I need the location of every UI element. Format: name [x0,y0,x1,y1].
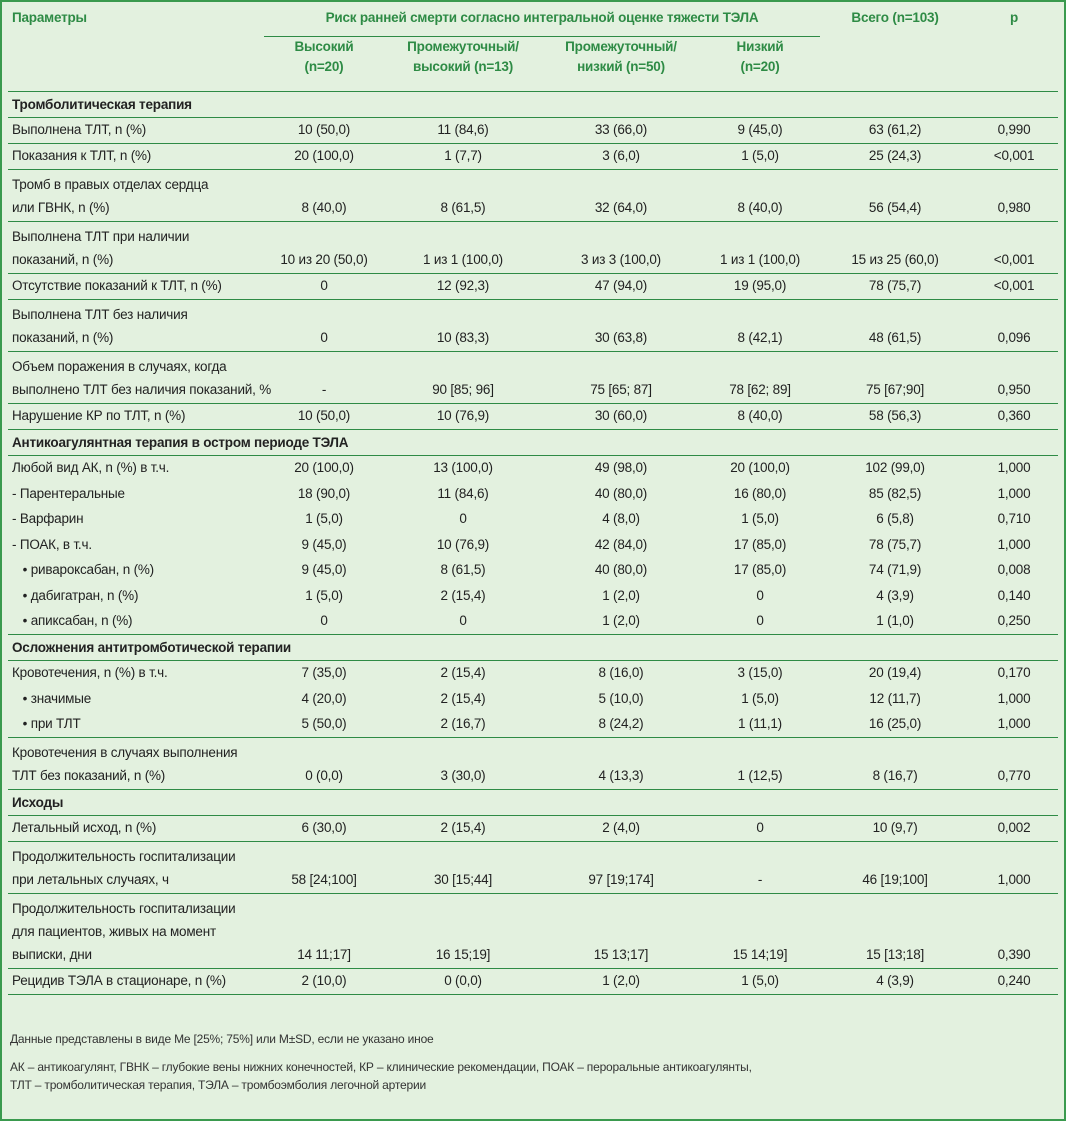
parameter-line: Любой вид АК, n (%) в т.ч. [12,460,170,475]
cell-value: 3 из 3 (100,0) [542,222,700,274]
table-row [8,558,1058,584]
cell-value: 8 (24,2) [542,712,700,738]
cell-value: 33 (66,0) [542,118,700,144]
cell-p-value: 0,990 [970,118,1058,144]
cell-value: 97 [19;174] [542,842,700,894]
cell-total: 12 (11,7) [869,690,921,706]
cell-p-value: 0,096 [970,300,1058,352]
cell-value: 4 (13,3) [542,738,700,790]
cell-value: 9 (45,0) [301,536,347,552]
row-parameter [8,558,264,584]
row-parameter [8,300,264,352]
cell-value: 10 (76,9) [436,536,490,552]
cell-value: 18 (90,0) [297,485,351,501]
table-row [8,969,1058,995]
parameter-line: ТЛТ без показаний, n (%) [12,768,166,783]
cell-total: 46 [19;100] [820,842,970,894]
cell-value: 6 (30,0) [264,816,384,842]
cell-p-value: <0,001 [970,222,1058,274]
cell-value: 1 (5,0) [741,511,779,526]
parameter-line: Отсутствие показаний к ТЛТ, n (%) [12,278,222,293]
cell-value: 8 (40,0) [700,404,820,430]
cell-value: 19 (95,0) [700,274,820,300]
cell-value: 12 (92,3) [384,274,542,300]
cell-p-value: 1,000 [997,485,1031,501]
cell-p-value: 0,250 [970,609,1058,635]
section-header [8,92,1058,118]
parameter-line: Объем поражения в случаях, когда [12,359,227,374]
section-header [8,790,1058,816]
header-total: Всего (n=103) [851,10,939,25]
cell-value: 8 (61,5) [440,562,486,577]
header-col-high: Высокий (n=20) [264,37,384,92]
table-row [8,352,1058,404]
cell-value: 4 (8,0) [602,511,640,526]
parameter-line: Выполнена ТЛТ при наличии [12,229,190,244]
table-row [8,712,1058,738]
cell-value: 0 (0,0) [264,738,384,790]
parameter-line: - ПОАК, в т.ч. [12,536,92,552]
cell-value: 11 (84,6) [384,118,542,144]
cell-value: 0 [756,587,764,603]
cell-value: 1 (2,0) [602,587,640,603]
table-notes [10,1030,1050,1094]
cell-value: 2 (15,4) [384,816,542,842]
cell-value: 30 (60,0) [542,404,700,430]
table-row [8,584,1058,610]
cell-value: 5 (50,0) [264,712,384,738]
cell-value: 30 [15;44] [384,842,542,894]
cell-value: 0 [384,609,542,635]
header-blank [820,37,970,92]
cell-value: 2 (16,7) [384,712,542,738]
cell-total: 48 (61,5) [820,300,970,352]
parameter-line: - Парентеральные [12,485,125,501]
row-parameter [8,661,264,687]
cell-total: 102 (99,0) [865,460,925,475]
cell-value: 2 (15,4) [440,665,486,680]
row-parameter [8,894,264,969]
cell-p-value: 0,390 [970,894,1058,969]
cell-total: 63 (61,2) [820,118,970,144]
row-parameter [8,144,264,170]
cell-value: 1 (11,1) [700,712,820,738]
cell-value: 0 [700,609,820,635]
table-row [8,170,1058,222]
cell-value: 1 (12,5) [700,738,820,790]
row-parameter [8,274,264,300]
cell-total: 78 (75,7) [820,274,970,300]
section-title: Тромболитическая терапия [8,92,1058,118]
parameter-line: • при ТЛТ [12,716,81,731]
cell-value: 8 (61,5) [384,170,542,222]
cell-value: 1 (5,0) [700,969,820,995]
parameter-line: • значимые [12,690,92,706]
cell-value: 1 (2,0) [542,969,700,995]
cell-value: 0 [264,609,384,635]
cell-value: 10 (76,9) [384,404,542,430]
cell-value: 7 (35,0) [301,665,347,680]
section-header [8,635,1058,661]
parameter-line: Выполнена ТЛТ без наличия [12,307,188,322]
cell-total: 4 (3,9) [876,587,914,603]
cell-value: 13 (100,0) [433,460,493,475]
note-data-format: Данные представлены в виде Me [25%; 75%] или M±SD, если не указано иное [10,1032,434,1046]
cell-value: 58 [24;100] [264,842,384,894]
parameter-line: показаний, n (%) [12,330,114,345]
row-parameter [8,170,264,222]
cell-value: 10 (83,3) [384,300,542,352]
cell-p-value: 0,710 [997,511,1031,526]
cell-value: 5 (10,0) [598,690,644,706]
cell-value: 17 (85,0) [733,536,787,552]
cell-value: 1 из 1 (100,0) [384,222,542,274]
section-title: Исходы [8,790,1058,816]
cell-value: 9 (45,0) [301,562,347,577]
cell-total: 85 (82,5) [868,485,922,501]
cell-total: 10 (9,7) [820,816,970,842]
parameter-line: выписки, дни [12,947,92,962]
parameter-line: • апиксабан, n (%) [12,613,133,628]
cell-value: 10 (50,0) [264,404,384,430]
cell-value: 1 (5,0) [700,144,820,170]
cell-value: 8 (42,1) [700,300,820,352]
row-parameter [8,404,264,430]
cell-value: 10 из 20 (50,0) [264,222,384,274]
table-row [8,300,1058,352]
cell-value: 16 15;19] [384,894,542,969]
cell-total: 6 (5,8) [876,511,914,526]
table-row [8,118,1058,144]
table-row [8,894,1058,969]
row-parameter [8,118,264,144]
cell-value: 47 (94,0) [542,274,700,300]
parameter-line: выполнено ТЛТ без наличия показаний, % [12,382,272,397]
section-title: Осложнения антитромботической терапии [8,635,1058,661]
table-row [8,507,1058,533]
cell-p-value: <0,001 [970,274,1058,300]
parameter-line: для пациентов, живых на момент [12,924,216,939]
cell-total: 58 (56,3) [820,404,970,430]
cell-value: - [264,352,384,404]
parameter-line: Летальный исход, n (%) [12,820,157,835]
cell-value: 49 (98,0) [594,460,648,475]
row-parameter [8,738,264,790]
header-p: p [1010,10,1019,25]
row-parameter [8,482,264,508]
cell-value: 32 (64,0) [542,170,700,222]
row-parameter [8,969,264,995]
cell-p-value: 0,980 [970,170,1058,222]
cell-total: 8 (16,7) [820,738,970,790]
row-parameter [8,584,264,610]
parameter-line: Показания к ТЛТ, n (%) [12,148,152,163]
cell-value: 1 (5,0) [305,587,343,603]
table-row [8,842,1058,894]
parameter-line: при летальных случаях, ч [12,872,169,887]
cell-value: 1 (5,0) [741,690,779,706]
cell-total: 56 (54,4) [820,170,970,222]
parameter-line: или ГВНК, n (%) [12,200,110,215]
row-parameter [8,456,264,482]
header-parameters: Параметры [12,10,87,25]
row-parameter [8,222,264,274]
cell-value: 20 (100,0) [264,144,384,170]
table-row [8,609,1058,635]
table-row [8,482,1058,508]
cell-value: 1 (5,0) [305,511,343,526]
cell-value: 0 [459,511,467,526]
cell-value: - [700,842,820,894]
parameter-line: - Варфарин [12,511,84,526]
data-table [8,6,1058,995]
section-title: Антикоагулянтная терапия в остром периоде ТЭЛА [8,430,1058,456]
cell-value: 9 (45,0) [700,118,820,144]
table-body [8,92,1058,995]
cell-total: 15 из 25 (60,0) [820,222,970,274]
cell-p-value: 0,360 [970,404,1058,430]
cell-value: 2 (15,4) [440,690,486,706]
table-row [8,404,1058,430]
parameter-line: Продолжительность госпитализации [12,901,236,916]
row-parameter [8,352,272,404]
cell-value: 0 [700,816,820,842]
cell-total: 74 (71,9) [868,562,922,577]
cell-p-value: 1,000 [970,712,1058,738]
cell-total: 25 (24,3) [820,144,970,170]
cell-value: 10 (50,0) [264,118,384,144]
parameter-line: Рецидив ТЭЛА в стационаре, n (%) [12,973,226,988]
parameter-line: Тромб в правых отделах сердца [12,177,209,192]
cell-total: 75 [67;90] [820,352,970,404]
cell-value: 3 (15,0) [737,665,783,680]
cell-value: 17 (85,0) [733,562,787,577]
cell-value: 11 (84,6) [437,485,489,501]
cell-value: 2 (10,0) [264,969,384,995]
table-row [8,222,1058,274]
row-parameter [8,609,264,635]
row-parameter [8,842,264,894]
section-header [8,430,1058,456]
row-parameter [8,816,264,842]
cell-p-value: 1,000 [970,842,1058,894]
cell-value: 20 (100,0) [294,460,354,475]
note-abbreviations: АК – антикоагулянт, ГВНК – глубокие вены нижних конечностей, КР – клинические рекомендации, ПОАК – пероральные антикоагулянты, [10,1060,752,1074]
cell-p-value: 0,240 [970,969,1058,995]
table-row [8,661,1058,687]
cell-value: 2 (4,0) [542,816,700,842]
cell-value: 30 (63,8) [542,300,700,352]
parameter-line: Кровотечения, n (%) в т.ч. [12,665,168,680]
cell-value: 16 (80,0) [733,485,787,501]
cell-total: 1 (1,0) [820,609,970,635]
parameter-line: • ривароксабан, n (%) [12,562,154,577]
row-parameter [8,687,264,713]
cell-p-value: 0,008 [997,562,1031,577]
header-blank [970,37,1058,92]
cell-value: 8 (40,0) [700,170,820,222]
parameter-line: показаний, n (%) [12,252,114,267]
parameter-line: • дабигатран, n (%) [12,587,139,603]
cell-value: 78 [62; 89] [700,352,820,404]
cell-value: 4 (20,0) [301,690,347,706]
header-col-intermediate-high: Промежуточный/ высокий (n=13) [384,37,542,92]
table-row [8,274,1058,300]
cell-value: 40 (80,0) [594,485,648,501]
table-row [8,456,1058,482]
table-row [8,816,1058,842]
parameter-line: Кровотечения в случаях выполнения [12,745,238,760]
row-parameter [8,507,264,533]
parameter-line: Нарушение КР по ТЛТ, n (%) [12,408,186,423]
table-row [8,738,1058,790]
cell-value: 0 (0,0) [384,969,542,995]
cell-value: 1 из 1 (100,0) [700,222,820,274]
row-parameter [8,712,264,738]
cell-total: 15 [13;18] [820,894,970,969]
header-col-low: Низкий (n=20) [700,37,820,92]
parameter-line: Выполнена ТЛТ, n (%) [12,122,147,137]
cell-value: 40 (80,0) [594,562,648,577]
parameter-line: Продолжительность госпитализации [12,849,236,864]
row-parameter [8,533,264,559]
table-row [8,144,1058,170]
cell-total: 16 (25,0) [820,712,970,738]
cell-value: 15 14;19] [700,894,820,969]
cell-value: 20 (100,0) [730,460,790,475]
cell-p-value: 0,140 [997,587,1031,603]
cell-value: 75 [65; 87] [542,352,700,404]
cell-value: 2 (15,4) [440,587,486,603]
cell-p-value: 0,170 [997,665,1031,680]
header-col-intermediate-low: Промежуточный/ низкий (n=50) [542,37,700,92]
cell-value: 3 (30,0) [384,738,542,790]
cell-p-value: 1,000 [997,460,1031,475]
cell-p-value: 1,000 [997,536,1031,552]
table-row [8,533,1058,559]
cell-value: 0 [264,300,384,352]
cell-p-value: 1,000 [997,690,1031,706]
cell-total: 4 (3,9) [820,969,970,995]
cell-value: 8 (40,0) [264,170,384,222]
cell-p-value: 0,770 [970,738,1058,790]
cell-value: 1 (7,7) [384,144,542,170]
cell-value: 0 [264,274,384,300]
note-abbreviations-cont: ТЛТ – тромболитическая терапия, ТЭЛА – тромбоэмболия легочной артерии [10,1078,426,1092]
cell-p-value: 0,002 [970,816,1058,842]
cell-value: 14 11;17] [264,894,384,969]
cell-value: 1 (2,0) [542,609,700,635]
cell-value: 8 (16,0) [598,665,644,680]
cell-total: 20 (19,4) [868,665,922,680]
table-row [8,687,1058,713]
cell-total: 78 (75,7) [868,536,922,552]
cell-value: 3 (6,0) [542,144,700,170]
header-blank [8,37,264,92]
cell-value: 42 (84,0) [594,536,648,552]
cell-value: 15 13;17] [542,894,700,969]
cell-p-value: 0,950 [970,352,1058,404]
header-risk-group: Риск ранней смерти согласно интегральной оценке тяжести ТЭЛА [264,6,820,37]
cell-value: 90 [85; 96] [384,352,542,404]
cell-p-value: <0,001 [970,144,1058,170]
